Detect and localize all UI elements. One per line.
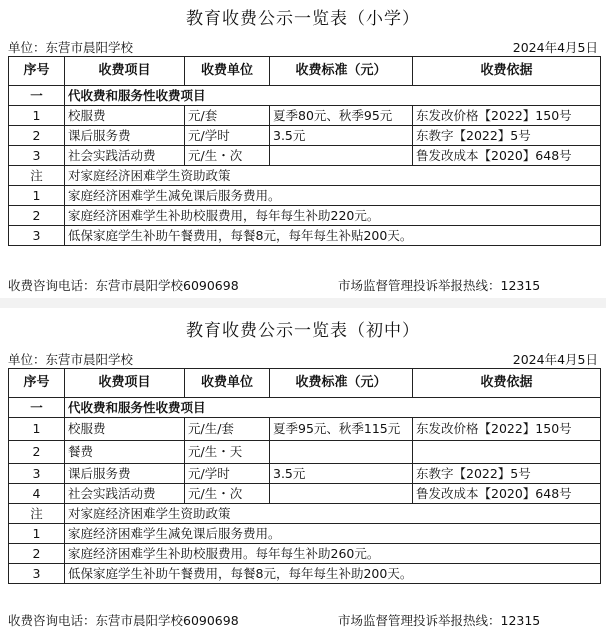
fee-notice-primary xyxy=(0,0,606,300)
row-item: 社会实践活动费 xyxy=(65,146,185,166)
header-unit: 收费单位 xyxy=(185,57,270,86)
row-basis: 东发改价格【2022】150号 xyxy=(413,418,601,441)
unit-name: 东营市晨阳学校 xyxy=(45,352,134,367)
row-item: 校服费 xyxy=(65,418,185,441)
table-row xyxy=(9,106,601,126)
row-item: 社会实践活动费 xyxy=(65,484,185,504)
row-basis: 东发改价格【2022】150号 xyxy=(413,106,601,126)
header-no: 序号 xyxy=(9,57,65,86)
note-no: 1 xyxy=(9,186,65,206)
page-title: 教育收费公示一览表（初中） xyxy=(186,321,420,341)
row-unit: 元/学时 xyxy=(185,126,270,146)
row-standard xyxy=(270,484,413,504)
row-basis: 鲁发改成本【2020】648号 xyxy=(413,146,601,166)
note-text: 低保家庭学生补助午餐费用，每餐8元，每年每生补助200天。 xyxy=(65,564,601,584)
unit-label: 单位： xyxy=(8,40,46,55)
table-row xyxy=(9,126,601,146)
row-no: 3 xyxy=(9,464,65,484)
header-basis: 收费依据 xyxy=(413,57,601,86)
unit-label: 单位： xyxy=(8,352,46,367)
row-item: 课后服务费 xyxy=(65,464,185,484)
note-text: 家庭经济困难学生减免课后服务费用。 xyxy=(65,524,601,544)
row-unit: 元/生/套 xyxy=(185,418,270,441)
row-standard: 3.5元 xyxy=(270,464,413,484)
fee-table xyxy=(8,368,601,584)
note-row xyxy=(9,524,601,544)
row-no: 2 xyxy=(9,441,65,464)
unit-name: 东营市晨阳学校 xyxy=(45,40,134,55)
header-standard: 收费标准（元） xyxy=(270,369,413,398)
note-text: 家庭经济困难学生减免课后服务费用。 xyxy=(65,186,601,206)
note-text: 家庭经济困难学生补助校服费用，每年每生补助220元。 xyxy=(65,206,601,226)
category-no: 一 xyxy=(9,398,65,418)
notice-date: 2024年4月5日 xyxy=(512,40,598,55)
note-row xyxy=(9,206,601,226)
note-no: 3 xyxy=(9,564,65,584)
table-row xyxy=(9,441,601,464)
note-row xyxy=(9,544,601,564)
contact-line xyxy=(8,611,598,629)
row-basis: 鲁发改成本【2020】648号 xyxy=(413,484,601,504)
fee-notice-junior xyxy=(0,308,606,637)
header-item: 收费项目 xyxy=(65,57,185,86)
table-row xyxy=(9,418,601,441)
category-row xyxy=(9,86,601,106)
row-item: 餐费 xyxy=(65,441,185,464)
category-no: 一 xyxy=(9,86,65,106)
header-no: 序号 xyxy=(9,369,65,398)
section-divider xyxy=(0,298,606,308)
row-unit: 元/学时 xyxy=(185,464,270,484)
header-standard: 收费标准（元） xyxy=(270,57,413,86)
note-no: 3 xyxy=(9,226,65,246)
row-standard xyxy=(270,441,413,464)
row-unit: 元/生・次 xyxy=(185,146,270,166)
page-title: 教育收费公示一览表（小学） xyxy=(186,9,420,29)
complaint-hotline: 市场监督管理投诉举报热线：12315 xyxy=(338,613,541,628)
header-unit: 收费单位 xyxy=(185,369,270,398)
note-title-row xyxy=(9,166,601,186)
note-text: 家庭经济困难学生补助校服费用。每年每生补助260元。 xyxy=(65,544,601,564)
unit-line xyxy=(8,38,598,56)
category-label: 代收费和服务性收费项目 xyxy=(65,398,601,418)
note-row xyxy=(9,186,601,206)
row-basis xyxy=(413,441,601,464)
row-no: 1 xyxy=(9,106,65,126)
unit-line xyxy=(8,350,598,368)
fee-table xyxy=(8,56,601,246)
row-no: 4 xyxy=(9,484,65,504)
row-unit: 元/套 xyxy=(185,106,270,126)
complaint-hotline: 市场监督管理投诉举报热线：12315 xyxy=(338,278,541,293)
note-title-row xyxy=(9,504,601,524)
note-no: 1 xyxy=(9,524,65,544)
category-label: 代收费和服务性收费项目 xyxy=(65,86,601,106)
row-basis: 东教字【2022】5号 xyxy=(413,464,601,484)
unit-info xyxy=(8,38,133,56)
row-no: 1 xyxy=(9,418,65,441)
category-row xyxy=(9,398,601,418)
table-row xyxy=(9,484,601,504)
row-unit: 元/生・天 xyxy=(185,441,270,464)
row-standard xyxy=(270,146,413,166)
row-standard: 夏季80元、秋季95元 xyxy=(270,106,413,126)
note-no: 2 xyxy=(9,206,65,226)
header-item: 收费项目 xyxy=(65,369,185,398)
note-label: 注 xyxy=(9,504,65,524)
table-header-row xyxy=(9,369,601,398)
contact-phone: 收费咨询电话：东营市晨阳学校6090698 xyxy=(8,278,239,293)
row-unit: 元/生・次 xyxy=(185,484,270,504)
note-title: 对家庭经济困难学生资助政策 xyxy=(65,504,601,524)
row-item: 课后服务费 xyxy=(65,126,185,146)
row-no: 3 xyxy=(9,146,65,166)
note-no: 2 xyxy=(9,544,65,564)
table-row xyxy=(9,464,601,484)
row-item: 校服费 xyxy=(65,106,185,126)
note-row xyxy=(9,226,601,246)
note-row xyxy=(9,564,601,584)
contact-phone: 收费咨询电话：东营市晨阳学校6090698 xyxy=(8,613,239,628)
header-basis: 收费依据 xyxy=(413,369,601,398)
unit-info xyxy=(8,350,133,368)
table-row xyxy=(9,146,601,166)
row-basis: 东教字【2022】5号 xyxy=(413,126,601,146)
notice-date: 2024年4月5日 xyxy=(512,352,598,367)
note-text: 低保家庭学生补助午餐费用，每餐8元，每年每生补贴200天。 xyxy=(65,226,601,246)
contact-line xyxy=(8,276,598,294)
row-no: 2 xyxy=(9,126,65,146)
note-label: 注 xyxy=(9,166,65,186)
row-standard: 3.5元 xyxy=(270,126,413,146)
table-header-row xyxy=(9,57,601,86)
note-title: 对家庭经济困难学生资助政策 xyxy=(65,166,601,186)
row-standard: 夏季95元、秋季115元 xyxy=(270,418,413,441)
